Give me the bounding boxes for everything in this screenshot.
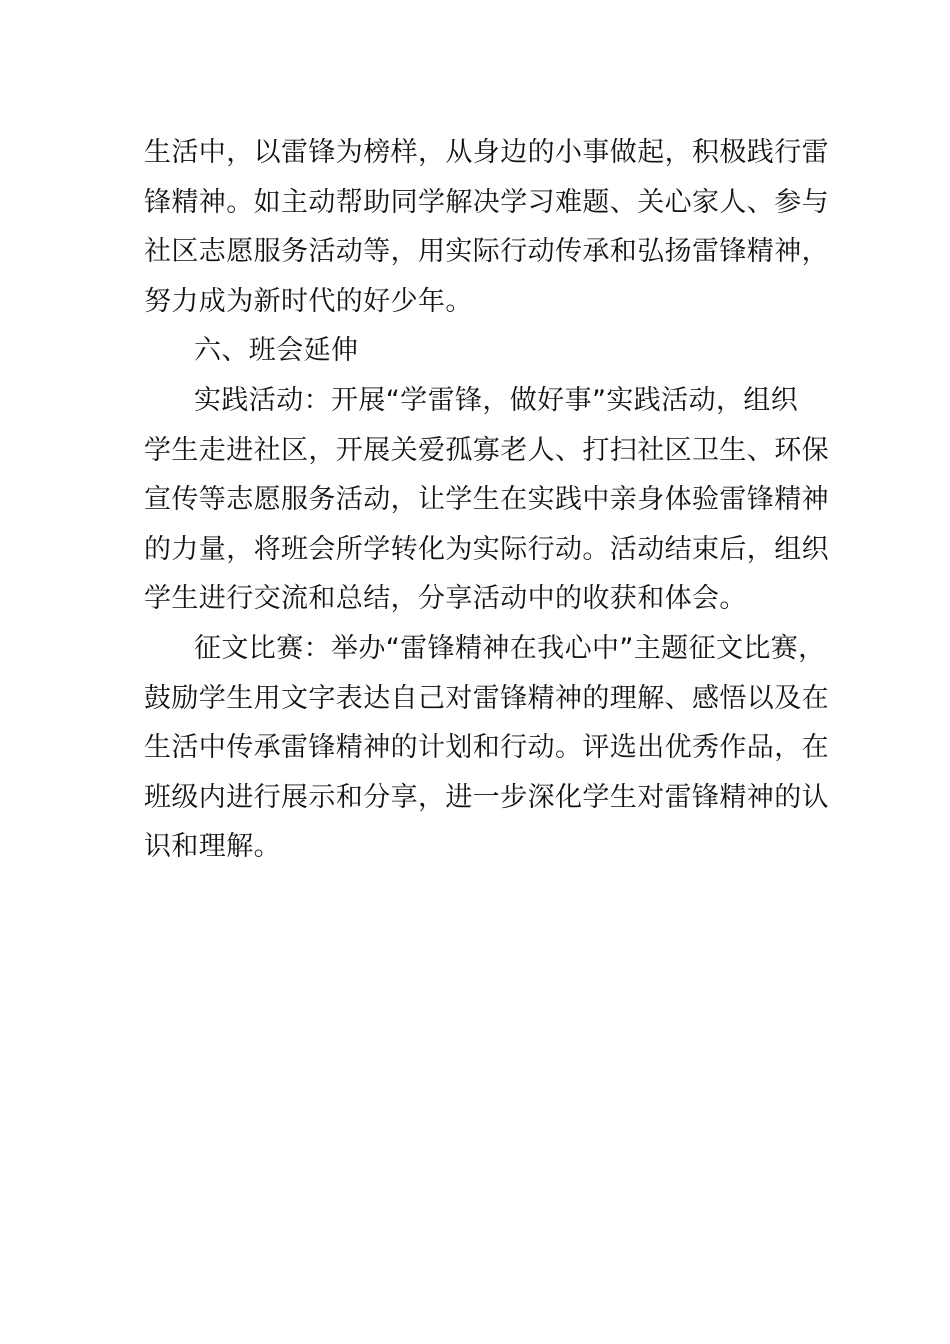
paragraph-line: 锋精神。如主动帮助同学解决学习难题、关心家人、参与 xyxy=(144,186,829,218)
paragraph-line: 宣传等志愿服务活动，让学生在实践中亲身体验雷锋精神 xyxy=(144,484,829,516)
paragraph-line: 实践活动：开展“学雷锋，做好事”实践活动，组织 xyxy=(194,384,799,416)
paragraph-line: 班级内进行展示和分享，进一步深化学生对雷锋精神的认 xyxy=(144,781,829,813)
paragraph-line: 学生走进社区，开展关爱孤寡老人、打扫社区卫生、环保 xyxy=(144,434,829,466)
paragraph-line: 的力量，将班会所学转化为实际行动。活动结束后，组织 xyxy=(144,533,829,565)
paragraph-line: 学生进行交流和总结，分享活动中的收获和体会。 xyxy=(144,583,747,615)
paragraph-line: 社区志愿服务活动等，用实际行动传承和弘扬雷锋精神， xyxy=(144,236,829,268)
section-heading: 六、班会延伸 xyxy=(194,335,359,367)
paragraph-line: 生活中，以雷锋为榜样，从身边的小事做起，积极践行雷 xyxy=(144,137,829,168)
paragraph-line: 鼓励学生用文字表达自己对雷锋精神的理解、感悟以及在 xyxy=(144,682,829,714)
paragraph-line: 生活中传承雷锋精神的计划和行动。评选出优秀作品，在 xyxy=(144,732,829,764)
paragraph-line: 努力成为新时代的好少年。 xyxy=(144,285,473,317)
paragraph-line: 征文比赛：举办“雷锋精神在我心中”主题征文比赛， xyxy=(194,632,826,664)
document-body xyxy=(144,128,829,872)
paragraph-line: 识和理解。 xyxy=(144,831,281,863)
